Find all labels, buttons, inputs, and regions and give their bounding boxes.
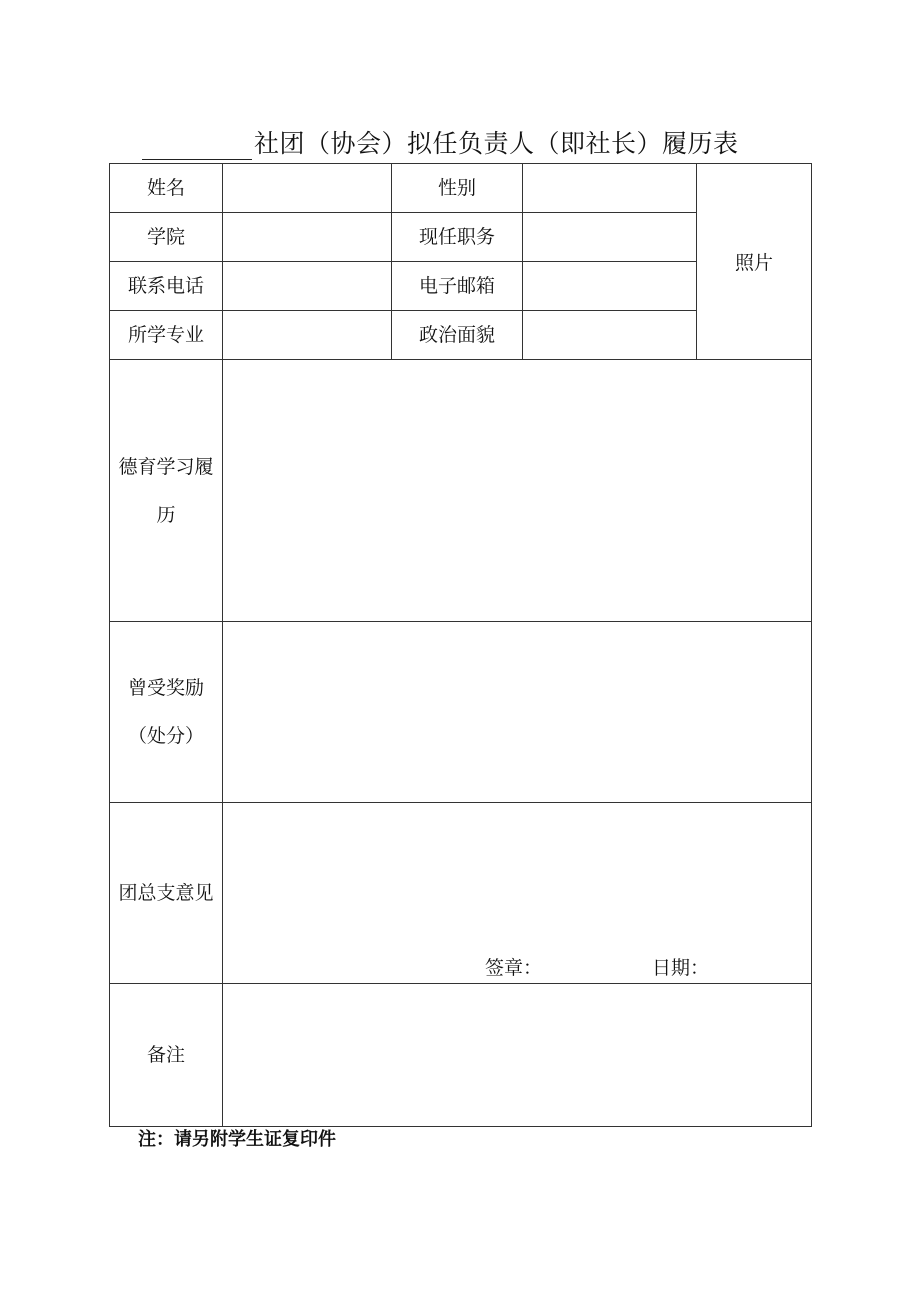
political-status-label: 政治面貌 (392, 311, 523, 360)
date-label: 日期： (652, 957, 710, 979)
phone-label: 联系电话 (110, 262, 223, 311)
table-row (110, 622, 812, 803)
resume-form-table (109, 163, 812, 1127)
email-field[interactable] (523, 262, 697, 311)
footer-note: 注：请另附学生证复印件 (138, 1129, 336, 1150)
college-label: 学院 (110, 213, 223, 262)
form-title-text: 社团（协会）拟任负责人（即社长）履历表 (254, 129, 739, 158)
email-label: 电子邮箱 (392, 262, 523, 311)
awards-label-line1: 曾受奖励 (127, 677, 204, 699)
remarks-label: 备注 (110, 984, 223, 1127)
gender-field[interactable] (523, 164, 697, 213)
awards-label-line2: （处分） (127, 725, 204, 747)
signature-label: 签章： (485, 957, 543, 979)
table-row (110, 360, 812, 622)
photo-box[interactable] (697, 164, 812, 360)
history-label (110, 360, 223, 622)
position-label: 现任职务 (392, 213, 523, 262)
major-field[interactable] (223, 311, 392, 360)
awards-label (110, 622, 223, 803)
gender-label: 性别 (392, 164, 523, 213)
name-label: 姓名 (110, 164, 223, 213)
awards-field[interactable] (223, 622, 812, 803)
signature-line (485, 955, 709, 981)
table-row (110, 164, 812, 213)
club-name-blank[interactable] (142, 128, 252, 160)
history-label-line2: 历 (156, 503, 176, 526)
opinion-field[interactable] (223, 803, 812, 984)
position-field[interactable] (523, 213, 697, 262)
name-field[interactable] (223, 164, 392, 213)
major-label: 所学专业 (110, 311, 223, 360)
table-row (110, 803, 812, 984)
remarks-field[interactable] (223, 984, 812, 1127)
photo-label: 照片 (734, 252, 773, 274)
political-status-field[interactable] (523, 311, 697, 360)
history-label-line1: 德育学习履 (118, 455, 214, 478)
phone-field[interactable] (223, 262, 392, 311)
form-title (142, 120, 739, 160)
opinion-label: 团总支意见 (110, 803, 223, 984)
history-field[interactable] (223, 360, 812, 622)
college-field[interactable] (223, 213, 392, 262)
table-row (110, 984, 812, 1127)
